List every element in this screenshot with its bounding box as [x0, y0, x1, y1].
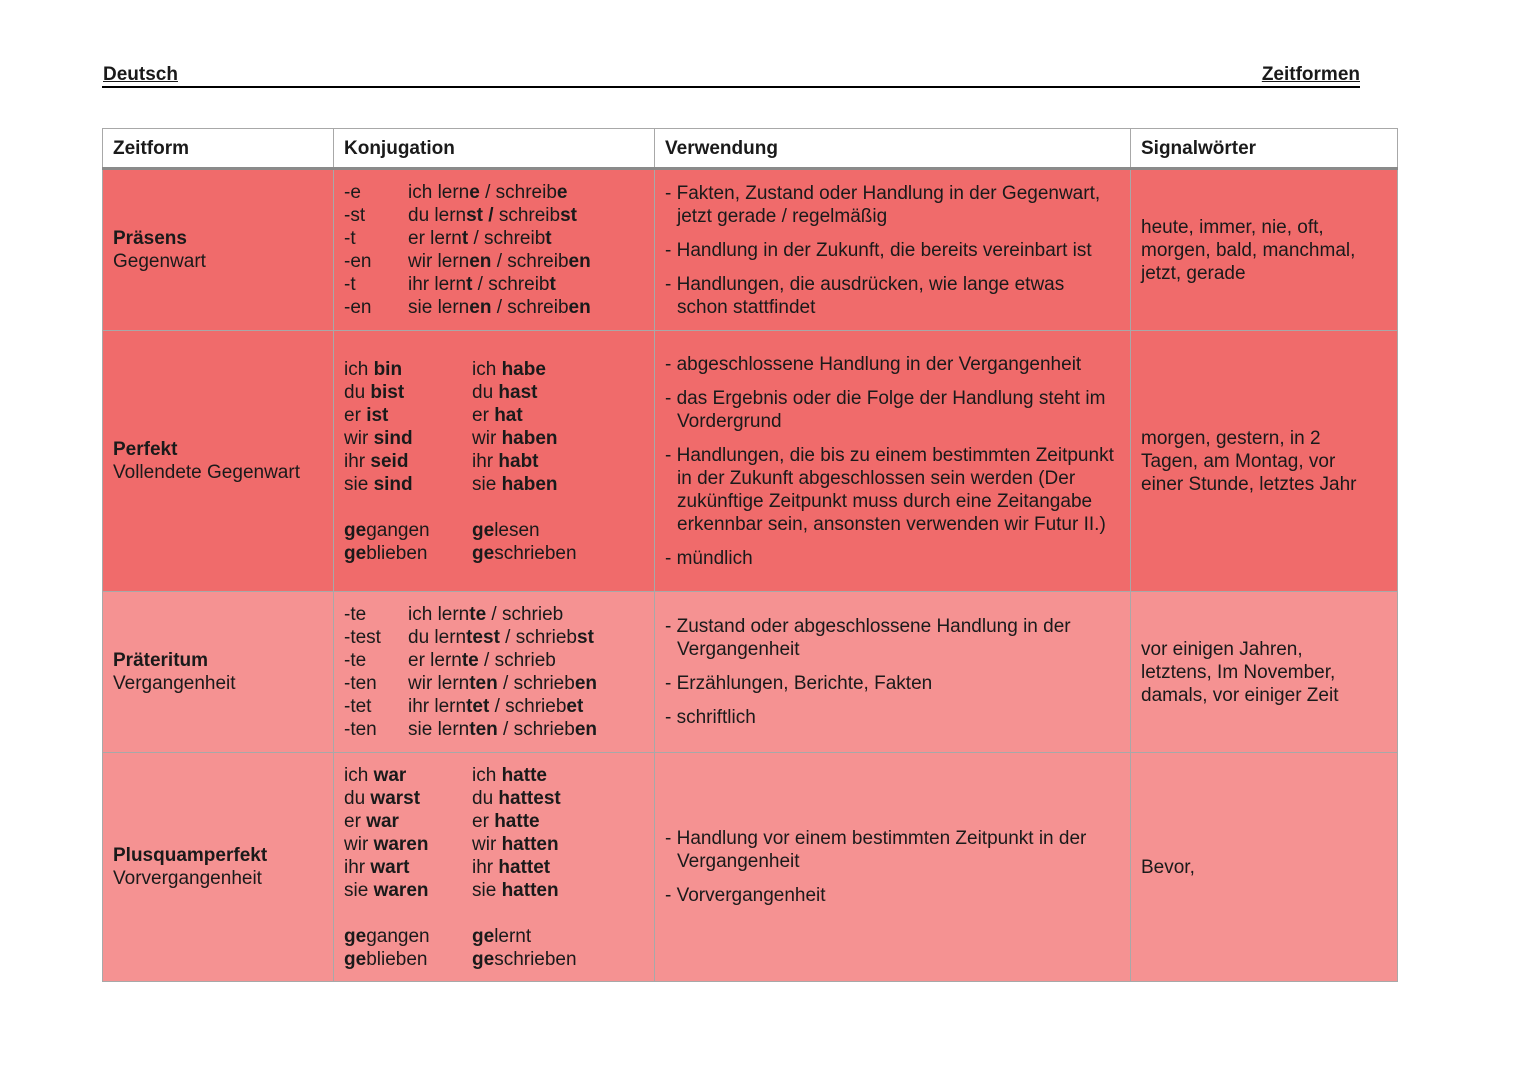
form-ending: t [466, 274, 473, 295]
usage-cell [655, 753, 1131, 982]
usage-item: - schriftlich [665, 707, 756, 728]
tense-cell [103, 169, 334, 331]
conjugated-form [408, 296, 644, 319]
tense-cell [103, 592, 334, 753]
conjugated-form [408, 250, 644, 273]
tense-sub: Vergangenheit [113, 673, 236, 694]
col-header-signalwoerter: Signalwörter [1131, 129, 1398, 169]
pronoun: ihr [344, 856, 371, 878]
aux-verb: habt [498, 450, 539, 472]
pronoun: er [472, 810, 495, 832]
form-ending: en [469, 297, 492, 318]
aux-sein-form [344, 764, 472, 787]
form-alt-stem: / schreib [468, 228, 546, 249]
aux-verb: waren [373, 879, 429, 901]
usage-cell [655, 169, 1131, 331]
row-perfekt [103, 331, 1398, 592]
aux-sein-form [344, 856, 472, 879]
aux-verb: war [373, 764, 407, 786]
conjugated-form [408, 227, 644, 250]
aux-verb: haben [501, 473, 558, 495]
aux-verb: ist [366, 404, 389, 426]
usage-item: - mündlich [665, 547, 753, 569]
aux-verb: seid [370, 450, 409, 472]
usage-item: - das Ergebnis oder die Folge der Handlung steht im Vordergrund [665, 387, 1106, 432]
conjugated-form [408, 273, 644, 296]
participle-stem: blieben [366, 948, 428, 970]
ending-label: -ten [344, 719, 377, 740]
form-ending: te [469, 604, 487, 625]
signal-cell: vor einigen Jahren, letztens, Im November, damals, vor einiger Zeit [1131, 592, 1398, 753]
page-header [102, 62, 1360, 88]
aux-haben-form [472, 856, 644, 879]
conjugation-cell [334, 169, 655, 331]
ending-label: -ten [344, 673, 377, 694]
tense-sub: Vorvergangenheit [113, 868, 262, 889]
form-stem: wir lern [408, 673, 470, 694]
form-alt-stem: / schreib [472, 274, 550, 295]
aux-verb: sind [373, 473, 413, 495]
form-alt-stem: / schrieb [486, 604, 564, 625]
participle-stem: schrieben [494, 542, 577, 564]
usage-item: - Handlungen, die ausdrücken, wie lange etwas schon stattfindet [665, 273, 1065, 318]
form-alt-ending: st [577, 627, 594, 648]
ending-label: -en [344, 251, 372, 272]
pronoun: wir [472, 427, 502, 449]
pronoun: wir [472, 833, 502, 855]
form-alt-stem: / schreib [491, 251, 569, 272]
row-praesens [103, 169, 1398, 331]
form-stem: ihr lern [408, 696, 467, 717]
header-row [103, 129, 1398, 169]
aux-verb: hast [498, 381, 538, 403]
participle-prefix: ge [472, 519, 495, 541]
tenses-table [102, 128, 1398, 982]
form-ending: tet [466, 696, 490, 717]
tense-sub: Vollendete Gegenwart [113, 462, 300, 483]
aux-sein-form [344, 358, 472, 381]
form-ending: ten [469, 673, 498, 694]
aux-sein-form [344, 427, 472, 450]
aux-verb: hattet [498, 856, 551, 878]
subject-label: Deutsch [103, 64, 178, 85]
participle-prefix: ge [472, 925, 495, 947]
participle-prefix: ge [344, 519, 367, 541]
form-alt-ending: en [574, 719, 598, 740]
spacer [344, 902, 644, 925]
topic-label: Zeitformen [1261, 64, 1360, 85]
signal-cell: morgen, gestern, in 2 Tagen, am Montag, vor einer Stunde, letztes Jahr [1131, 331, 1398, 592]
conjugation-cell [334, 331, 655, 592]
participle-stem: lesen [494, 519, 540, 541]
ending-label: -te [344, 650, 367, 671]
aux-verb: hatten [501, 833, 559, 855]
pronoun: du [344, 381, 371, 403]
ending-label: -en [344, 297, 372, 318]
pronoun: du [472, 787, 499, 809]
conjugated-form [408, 718, 644, 741]
aux-verb: hatten [501, 879, 559, 901]
aux-sein-form [344, 404, 472, 427]
form-alt-stem: / schreib [479, 182, 557, 203]
pronoun: ich [472, 358, 502, 380]
participle [472, 925, 644, 948]
participle-prefix: ge [344, 542, 367, 564]
conjugated-form [408, 649, 644, 672]
participle-stem: schrieben [494, 948, 577, 970]
col-header-konjugation: Konjugation [334, 129, 655, 169]
participle [472, 948, 644, 971]
aux-haben-form [472, 879, 644, 902]
participle-stem: blieben [366, 542, 428, 564]
pronoun: wir [344, 427, 374, 449]
participle-prefix: ge [344, 925, 367, 947]
aux-sein-form [344, 787, 472, 810]
pronoun: ich [472, 764, 502, 786]
ending-label: -te [344, 604, 367, 625]
form-alt-ending: en [568, 251, 591, 272]
aux-verb: haben [501, 427, 558, 449]
conjugated-form [408, 603, 644, 626]
aux-verb: hattest [498, 787, 561, 809]
signal-cell: heute, immer, nie, oft, morgen, bald, manchmal, jetzt, gerade [1131, 169, 1398, 331]
aux-verb: habe [501, 358, 546, 380]
form-stem: sie lern [408, 719, 470, 740]
participle-stem: gangen [366, 519, 430, 541]
conjugated-form [408, 204, 644, 227]
conjugated-form [408, 672, 644, 695]
spacer [344, 496, 644, 519]
form-ending: t [461, 228, 469, 249]
usage-item: - Handlungen, die bis zu einem bestimmten Zeitpunkt in der Zukunft abgeschlossen sein werden (Der zukünftige Zeitpunkt muss durch eine Zeitangabe erkennbar sein, ansonsten verwenden wir Futur II.) [665, 444, 1114, 535]
aux-verb: hatte [501, 764, 547, 786]
form-ending: e [469, 182, 480, 203]
aux-verb: bist [370, 381, 405, 403]
aux-verb: wart [370, 856, 410, 878]
aux-haben-form [472, 381, 644, 404]
row-plusquamperfekt [103, 753, 1398, 982]
conjugated-form [408, 695, 644, 718]
usage-item: - Handlung vor einem bestimmten Zeitpunkt in der Vergangenheit [665, 828, 1087, 872]
row-praeteritum [103, 592, 1398, 753]
aux-haben-form [472, 404, 644, 427]
usage-cell [655, 592, 1131, 753]
conjugated-form [408, 181, 644, 204]
ending-label: -t [344, 274, 356, 295]
usage-cell [655, 331, 1131, 592]
usage-item: - Zustand oder abgeschlossene Handlung in der Vergangenheit [665, 616, 1071, 660]
aux-sein-form [344, 879, 472, 902]
participle [344, 519, 472, 542]
pronoun: er [344, 404, 367, 426]
pronoun: sie [472, 879, 502, 901]
tense-sub: Gegenwart [113, 251, 206, 272]
aux-sein-form [344, 450, 472, 473]
form-alt-ending: en [574, 673, 598, 694]
form-alt-stem: / schreib [491, 297, 569, 318]
aux-haben-form [472, 810, 644, 833]
participle-prefix: ge [344, 948, 367, 970]
form-alt-ending: st [560, 205, 577, 226]
tense-name: Plusquamperfekt [113, 845, 268, 866]
aux-haben-form [472, 764, 644, 787]
form-stem: er lern [408, 650, 462, 671]
usage-item: - Vorvergangenheit [665, 885, 826, 906]
tense-name: Perfekt [113, 439, 178, 460]
participle [344, 925, 472, 948]
form-stem: ich lern [408, 604, 470, 625]
usage-item: - Fakten, Zustand oder Handlung in der Gegenwart, jetzt gerade / regelmäßig [665, 182, 1101, 227]
form-stem: ihr lern [408, 274, 467, 295]
aux-haben-form [472, 473, 644, 496]
aux-sein-form [344, 810, 472, 833]
aux-sein-form [344, 833, 472, 856]
aux-verb: warst [370, 787, 421, 809]
pronoun: ihr [344, 450, 371, 472]
form-alt-ending: et [566, 696, 584, 717]
form-alt-stem: / schrieb [497, 719, 575, 740]
aux-sein-form [344, 381, 472, 404]
participle [344, 948, 472, 971]
form-ending: en [469, 251, 492, 272]
conjugation-cell [334, 592, 655, 753]
pronoun: ich [344, 358, 374, 380]
ending-label: -test [344, 627, 381, 648]
participle [472, 519, 644, 542]
pronoun: sie [344, 879, 374, 901]
form-alt-stem: / schrieb [499, 627, 577, 648]
aux-verb: war [366, 810, 399, 832]
form-stem: er lern [408, 228, 462, 249]
aux-haben-form [472, 358, 644, 381]
pronoun: ich [344, 764, 374, 786]
form-ending: ten [469, 719, 498, 740]
tense-cell [103, 753, 334, 982]
participle-stem: lernt [494, 925, 532, 947]
ending-label: -e [344, 182, 361, 203]
pronoun: du [344, 787, 371, 809]
pronoun: wir [344, 833, 374, 855]
form-alt-stem: / schrieb [489, 696, 567, 717]
col-header-zeitform: Zeitform [103, 129, 334, 169]
signal-cell: Bevor, [1131, 753, 1398, 982]
aux-verb: hatte [494, 810, 540, 832]
form-ending: te [461, 650, 479, 671]
pronoun: er [344, 810, 367, 832]
pronoun: sie [344, 473, 374, 495]
usage-item: - Erzählungen, Berichte, Fakten [665, 673, 933, 694]
tense-name: Präsens [113, 228, 187, 249]
form-stem: wir lern [408, 251, 470, 272]
usage-item: - abgeschlossene Handlung in der Vergangenheit [665, 353, 1082, 375]
aux-verb: bin [373, 358, 403, 380]
participle-stem: gangen [366, 925, 430, 947]
ending-label: -t [344, 228, 356, 249]
conjugation-cell [334, 753, 655, 982]
form-alt-stem: / schrieb [497, 673, 575, 694]
aux-sein-form [344, 473, 472, 496]
form-stem: du lern [408, 205, 467, 226]
pronoun: sie [472, 473, 502, 495]
aux-haben-form [472, 450, 644, 473]
form-alt-ending: en [568, 297, 591, 318]
form-ending: st / [466, 205, 494, 226]
participle [344, 542, 472, 565]
aux-haben-form [472, 787, 644, 810]
pronoun: ihr [472, 856, 499, 878]
aux-haben-form [472, 833, 644, 856]
pronoun: du [472, 381, 499, 403]
col-header-verwendung: Verwendung [655, 129, 1131, 169]
form-stem: du lern [408, 627, 467, 648]
form-stem: ich lern [408, 182, 470, 203]
form-alt-stem: / schrieb [478, 650, 556, 671]
form-alt-ending: t [549, 274, 556, 295]
pronoun: ihr [472, 450, 499, 472]
form-alt-ending: t [545, 228, 552, 249]
form-alt-stem: schreib [493, 205, 561, 226]
form-stem: sie lern [408, 297, 470, 318]
tense-name: Präteritum [113, 650, 209, 671]
aux-verb: hat [494, 404, 523, 426]
form-ending: test [466, 627, 500, 648]
aux-haben-form [472, 427, 644, 450]
ending-label: -st [344, 205, 366, 226]
aux-verb: sind [373, 427, 413, 449]
participle-prefix: ge [472, 542, 495, 564]
ending-label: -tet [344, 696, 372, 717]
conjugated-form [408, 626, 644, 649]
aux-verb: waren [373, 833, 429, 855]
usage-item: - Handlung in der Zukunft, die bereits vereinbart ist [665, 239, 1092, 261]
tense-cell [103, 331, 334, 592]
form-alt-ending: e [556, 182, 568, 203]
pronoun: er [472, 404, 495, 426]
participle-prefix: ge [472, 948, 495, 970]
participle [472, 542, 644, 565]
